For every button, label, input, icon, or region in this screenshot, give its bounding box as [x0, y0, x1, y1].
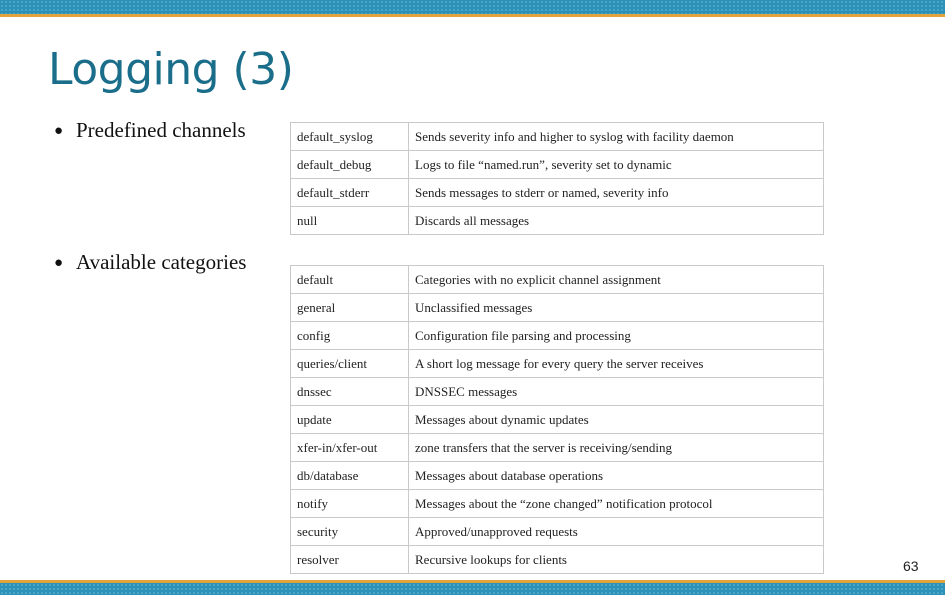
table-row — [291, 462, 824, 490]
category-desc-cell: Messages about dynamic updates — [409, 406, 824, 434]
category-desc-cell: Approved/unapproved requests — [409, 518, 824, 546]
channels-table — [290, 122, 824, 235]
channel-desc-cell: Discards all messages — [409, 207, 824, 235]
channel-desc-cell: Sends messages to stderr or named, severity info — [409, 179, 824, 207]
category-desc-cell: A short log message for every query the server receives — [409, 350, 824, 378]
category-name-cell: config — [291, 322, 409, 350]
table-row — [291, 123, 824, 151]
channel-name-cell: default_syslog — [291, 123, 409, 151]
categories-table — [290, 265, 824, 574]
bullet-label: Available categories — [76, 250, 247, 274]
category-desc-cell: Recursive lookups for clients — [409, 546, 824, 574]
table-row — [291, 406, 824, 434]
page-number: 63 — [903, 558, 919, 574]
table-row — [291, 546, 824, 574]
category-name-cell: xfer-in/xfer-out — [291, 434, 409, 462]
table-row — [291, 350, 824, 378]
channel-name-cell: default_stderr — [291, 179, 409, 207]
bullet-label: Predefined channels — [76, 118, 246, 142]
table-row — [291, 266, 824, 294]
channel-name-cell: default_debug — [291, 151, 409, 179]
bullet-dot-icon: ● — [54, 255, 64, 271]
category-name-cell: resolver — [291, 546, 409, 574]
bullet-predefined-channels — [54, 118, 246, 143]
category-name-cell: notify — [291, 490, 409, 518]
category-desc-cell: Messages about the “zone changed” notification protocol — [409, 490, 824, 518]
category-name-cell: default — [291, 266, 409, 294]
category-desc-cell: DNSSEC messages — [409, 378, 824, 406]
category-name-cell: queries/client — [291, 350, 409, 378]
channel-name-cell: null — [291, 207, 409, 235]
table-row — [291, 490, 824, 518]
category-name-cell: general — [291, 294, 409, 322]
category-desc-cell: Unclassified messages — [409, 294, 824, 322]
category-name-cell: update — [291, 406, 409, 434]
top-gold-stripe — [0, 14, 945, 17]
category-desc-cell: Categories with no explicit channel assignment — [409, 266, 824, 294]
category-name-cell: db/database — [291, 462, 409, 490]
table-row — [291, 378, 824, 406]
category-name-cell: security — [291, 518, 409, 546]
channel-desc-cell: Logs to file “named.run”, severity set to dynamic — [409, 151, 824, 179]
top-accent-band — [0, 0, 945, 14]
table-row — [291, 434, 824, 462]
table-row — [291, 151, 824, 179]
category-desc-cell: Configuration file parsing and processing — [409, 322, 824, 350]
bullet-available-categories — [54, 250, 246, 275]
bullet-dot-icon: ● — [54, 123, 64, 139]
table-row — [291, 179, 824, 207]
category-desc-cell: zone transfers that the server is receiving/sending — [409, 434, 824, 462]
category-desc-cell: Messages about database operations — [409, 462, 824, 490]
category-name-cell: dnssec — [291, 378, 409, 406]
table-row — [291, 322, 824, 350]
table-row — [291, 207, 824, 235]
table-row — [291, 518, 824, 546]
bottom-accent-band — [0, 583, 945, 595]
table-row — [291, 294, 824, 322]
channel-desc-cell: Sends severity info and higher to syslog with facility daemon — [409, 123, 824, 151]
slide-title: Logging (3) — [48, 44, 294, 95]
